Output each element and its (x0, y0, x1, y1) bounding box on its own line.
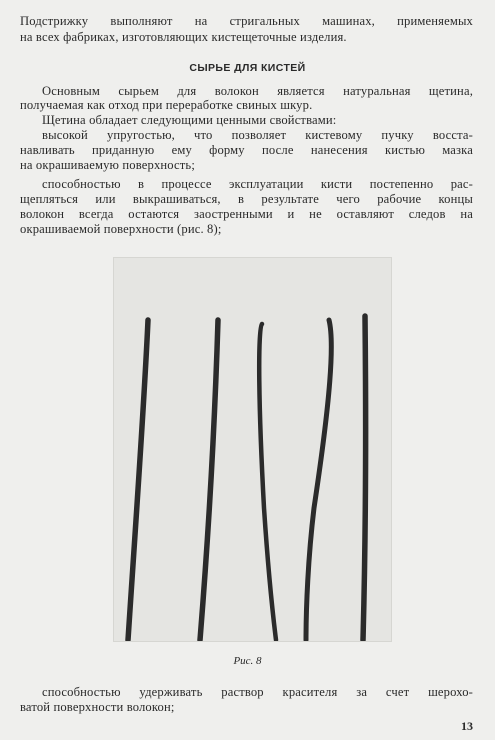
paragraph-line: окрашиваемой поверхности (рис. 8); (20, 222, 222, 236)
bristle (363, 316, 366, 640)
paragraph-line: щепляться или выкрашиваться, в результате чего рабочие концы (20, 192, 473, 206)
section-heading: СЫРЬЕ ДЛЯ КИСТЕЙ (189, 62, 306, 74)
bristle (306, 320, 331, 640)
paragraph-line: волокон всегда остаются заостренными и не оставляют следов на (20, 207, 473, 221)
intro-line-2: на всех фабриках, изготовляющих кистещеточные изделия. (20, 30, 347, 44)
bristles-photo (113, 257, 392, 642)
bristle (200, 320, 218, 640)
page-number: 13 (461, 719, 473, 733)
paragraph-line: высокой упругостью, что позволяет кистевому пучку восста- (42, 128, 473, 142)
paragraph-line: получаемая как отход при переработке свиных шкур. (20, 98, 313, 112)
paragraph-line: Основным сырьем для волокон является натуральная щетина, (42, 84, 473, 98)
paragraph-line: ватой поверхности волокон; (20, 700, 175, 714)
paragraph-line: Щетина обладает следующими ценными свойствами: (42, 113, 337, 127)
paragraph-line: на окрашиваемую поверхность; (20, 158, 195, 172)
figure-caption: Рис. 8 (233, 655, 262, 667)
paragraph-line: способностью удерживать раствор красителя за счет шерохо- (42, 685, 473, 699)
paragraph-line: навливать приданную ему форму после нанесения кистью мазка (20, 143, 473, 157)
bristle (259, 324, 276, 640)
bristle (128, 320, 148, 640)
paragraph-line: способностью в процессе эксплуатации кисти постепенно рас- (42, 177, 473, 191)
intro-line-1: Подстрижку выполняют на стригальных машинах, применяемых (20, 14, 473, 28)
